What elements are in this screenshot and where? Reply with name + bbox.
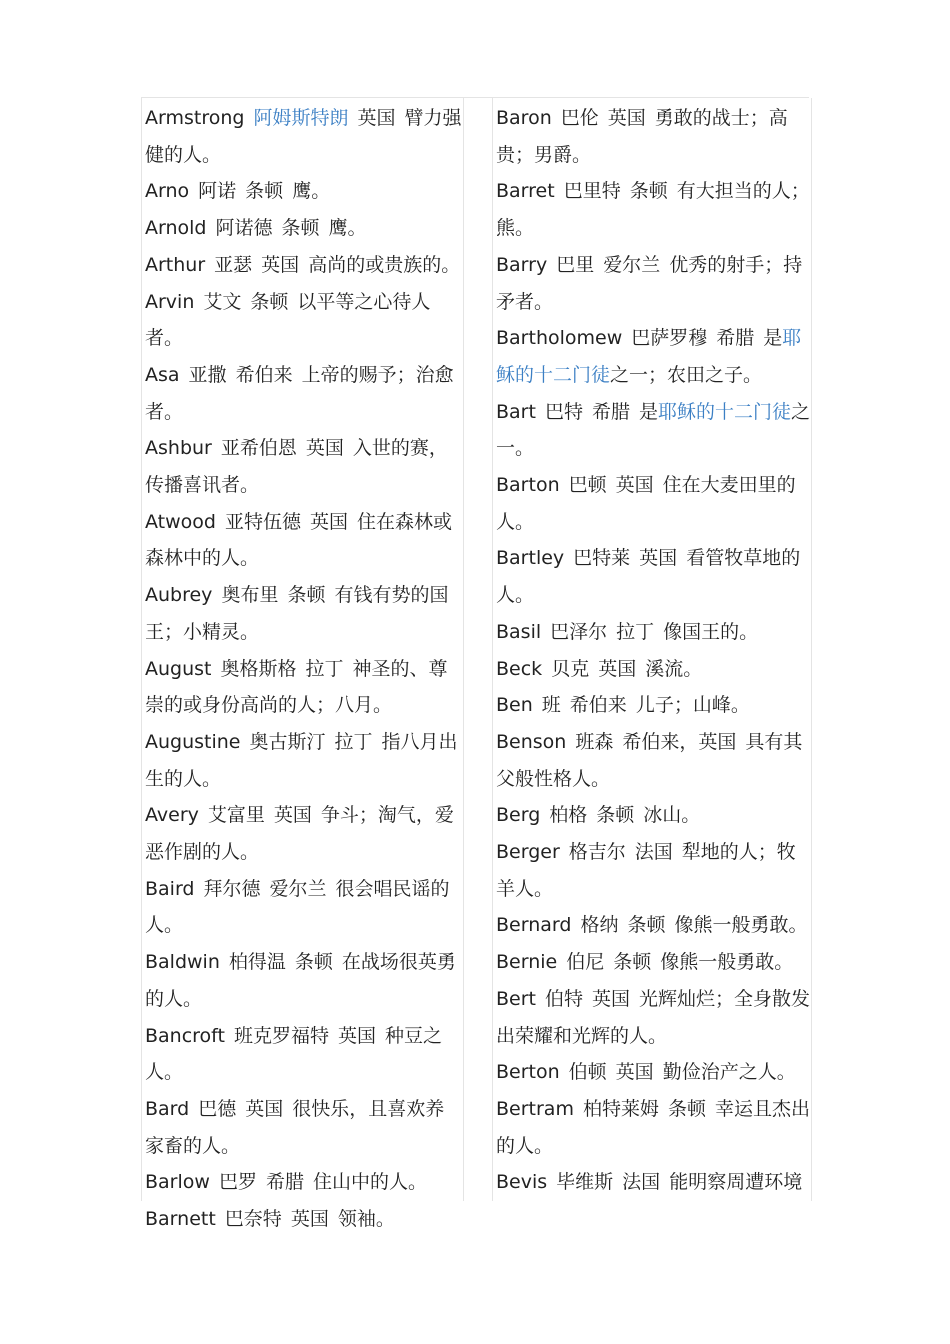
- english-name: Bard: [145, 1097, 190, 1120]
- chinese-name: 伯顿: [568, 1061, 607, 1084]
- name-entry: [145, 1201, 463, 1238]
- origin: 条顿: [250, 290, 289, 313]
- chinese-name: 亚特伍德: [224, 510, 301, 533]
- meaning: 光辉灿烂；全身散发出荣耀和光辉的人。: [496, 987, 811, 1047]
- name-entry: [145, 210, 463, 247]
- name-entry: [496, 1054, 814, 1091]
- left-column: [141, 98, 464, 1231]
- meaning: 优秀的射手；持矛者。: [496, 253, 803, 313]
- name-entry: [145, 284, 463, 357]
- chinese-name: 班: [541, 694, 561, 717]
- english-name: Bert: [496, 987, 536, 1010]
- chinese-name: 奥格斯格: [220, 657, 297, 680]
- meaning: 入世的赛，传播喜讯者。: [145, 437, 448, 497]
- meaning: 犁地的人；牧羊人。: [496, 841, 796, 900]
- chinese-name: 贝克: [551, 657, 590, 680]
- name-entry: [145, 357, 463, 430]
- origin: 拉丁: [616, 620, 655, 643]
- origin: 条顿: [596, 804, 635, 827]
- meaning: 溪流。: [645, 657, 703, 680]
- chinese-name: 柏得温: [228, 951, 286, 974]
- meaning: 在战场很英勇的人。: [145, 951, 456, 1010]
- meaning-link[interactable]: 耶稣的十二门徒: [496, 327, 802, 386]
- english-name: Barret: [496, 180, 555, 203]
- english-name: Beck: [496, 657, 543, 680]
- meaning: 像熊一般勇敢。: [674, 914, 808, 937]
- chinese-name: 巴罗: [218, 1171, 257, 1194]
- meaning-suffix: 之一；农田之子。: [610, 363, 763, 386]
- chinese-name: 柏格: [549, 804, 588, 827]
- name-entry: [145, 724, 463, 797]
- chinese-name: 巴伦: [560, 107, 599, 129]
- english-name: Bevis: [496, 1171, 548, 1194]
- origin: 条顿: [613, 951, 652, 974]
- meaning: 勤俭治产之人。: [662, 1061, 796, 1084]
- name-entry: [496, 467, 814, 540]
- name-entry: [145, 944, 463, 1017]
- meaning: 住山中的人。: [312, 1171, 427, 1194]
- origin: 英国: [261, 253, 300, 276]
- english-name: August: [145, 657, 212, 680]
- right-column: [492, 98, 812, 1201]
- origin: 英国: [607, 107, 646, 129]
- chinese-name: 格吉尔: [568, 841, 626, 864]
- chinese-name: 阿诺: [198, 180, 237, 203]
- english-name: Baron: [496, 107, 552, 129]
- name-entry: [496, 394, 814, 467]
- english-name: Baird: [145, 877, 195, 900]
- name-entry: [496, 724, 814, 797]
- origin: 条顿: [627, 914, 666, 937]
- meaning: 有大担当的人；熊。: [496, 180, 810, 240]
- name-entry: [496, 100, 814, 173]
- english-name: Armstrong: [145, 107, 245, 129]
- english-name: Avery: [145, 804, 199, 827]
- chinese-name: 巴顿: [568, 474, 607, 497]
- origin: 条顿: [281, 217, 320, 240]
- english-name: Augustine: [145, 730, 241, 753]
- english-name: Barton: [496, 474, 560, 497]
- english-name: Bernie: [496, 951, 558, 974]
- english-name: Bernard: [496, 914, 572, 937]
- name-entry: [496, 981, 814, 1054]
- english-name: Berg: [496, 804, 541, 827]
- english-name: Asa: [145, 363, 180, 386]
- chinese-name: 巴奈特: [224, 1208, 282, 1231]
- meaning: 上帝的赐予；治愈者。: [145, 363, 454, 423]
- meaning: 具有其父般性格人。: [496, 730, 803, 790]
- chinese-name: 巴萨罗穆: [631, 327, 708, 350]
- chinese-name: 巴德: [198, 1097, 237, 1120]
- name-entry: [496, 173, 814, 246]
- name-table: [141, 97, 811, 1231]
- origin: 英国: [309, 510, 348, 533]
- chinese-name: 艾文: [203, 290, 242, 313]
- meaning: 鹰。: [328, 217, 367, 240]
- english-name: Bartley: [496, 547, 565, 570]
- english-name: Berton: [496, 1061, 560, 1084]
- origin: 拉丁: [305, 657, 344, 680]
- meaning: 住在大麦田里的人。: [496, 474, 796, 533]
- meaning: 冰山。: [643, 804, 701, 827]
- name-entry: [145, 577, 463, 650]
- name-entry: [496, 1164, 814, 1201]
- english-name: Bartholomew: [496, 327, 623, 350]
- origin: 希伯来，英国: [622, 730, 737, 753]
- name-entry: [496, 247, 814, 320]
- origin: 英国: [338, 1024, 377, 1047]
- chinese-name: 巴里特: [563, 180, 621, 203]
- chinese-name: 拜尔德: [203, 877, 261, 900]
- meaning: 能明察周遭环境: [669, 1171, 803, 1194]
- english-name: Benson: [496, 730, 567, 753]
- name-entry: [496, 687, 814, 724]
- origin: 英国: [615, 474, 654, 497]
- english-name: Barlow: [145, 1171, 210, 1194]
- chinese-name: 亚撒: [188, 363, 227, 386]
- meaning: 高尚的或贵族的。: [308, 253, 461, 276]
- chinese-name: 亚希伯恩: [220, 437, 297, 460]
- meaning-prefix: 是: [638, 400, 658, 423]
- english-name: Arnold: [145, 217, 207, 240]
- name-entry: [145, 247, 463, 284]
- english-name: Basil: [496, 620, 542, 643]
- chinese-name: 班森: [575, 730, 614, 753]
- chinese-name: 巴特莱: [573, 547, 631, 570]
- english-name: Ashbur: [145, 437, 212, 460]
- english-name: Atwood: [145, 510, 216, 533]
- chinese-name: 艾富里: [207, 804, 265, 827]
- origin: 条顿: [245, 180, 284, 203]
- origin: 希腊: [265, 1171, 304, 1194]
- meaning: 幸运且杰出的人。: [496, 1097, 810, 1157]
- origin: 英国: [357, 107, 396, 129]
- meaning: 有钱有势的国王；小精灵。: [145, 584, 449, 643]
- meaning: 鹰。: [292, 180, 331, 203]
- name-entry: [496, 320, 814, 393]
- english-name: Barnett: [145, 1208, 216, 1231]
- meaning: 争斗；淘气，爱恶作剧的人。: [145, 804, 454, 864]
- origin: 英国: [592, 987, 631, 1010]
- name-entry: [496, 540, 814, 613]
- english-name: Arno: [145, 180, 190, 203]
- name-entry: [145, 173, 463, 210]
- origin: 条顿: [667, 1097, 706, 1120]
- origin: 希伯来: [569, 694, 627, 717]
- origin: 希伯来: [235, 363, 293, 386]
- meaning: 指八月出生的人。: [145, 730, 458, 790]
- meaning: 很会唱民谣的人。: [145, 877, 450, 937]
- english-name: Barry: [496, 253, 548, 276]
- name-entry: [145, 871, 463, 944]
- chinese-name: 奥古斯汀: [249, 730, 326, 753]
- origin: 英国: [615, 1061, 654, 1084]
- chinese-name: 阿诺德: [215, 217, 273, 240]
- origin: 条顿: [629, 180, 668, 203]
- english-name: Arvin: [145, 290, 195, 313]
- chinese-name: 巴特: [544, 400, 583, 423]
- meaning-suffix: 之一。: [496, 400, 811, 460]
- name-entry: [145, 100, 463, 173]
- origin: 英国: [273, 804, 312, 827]
- meaning: 以平等之心待人者。: [145, 290, 431, 350]
- origin: 希腊: [591, 400, 630, 423]
- name-entry: [496, 907, 814, 944]
- chinese-name: 伯特: [545, 987, 584, 1010]
- origin: 法国: [634, 841, 673, 864]
- name-entry: [496, 944, 814, 981]
- meaning-link[interactable]: 耶稣的十二门徒: [658, 400, 792, 423]
- meaning-prefix: 是: [763, 327, 783, 350]
- chinese-name: 伯尼: [566, 951, 605, 974]
- origin: 英国: [305, 437, 344, 460]
- name-entry: [145, 797, 463, 870]
- name-entry: [145, 1164, 463, 1201]
- english-name: Aubrey: [145, 584, 213, 607]
- origin: 条顿: [294, 951, 333, 974]
- english-name: Arthur: [145, 253, 206, 276]
- meaning: 神圣的、尊崇的或身份高尚的人；八月。: [145, 657, 448, 717]
- meaning: 像熊一般勇敢。: [660, 951, 794, 974]
- name-entry: [145, 430, 463, 503]
- chinese-name: 巴里: [556, 253, 595, 276]
- name-entry: [496, 1091, 814, 1164]
- name-entry: [145, 504, 463, 577]
- meaning: 儿子；山峰。: [635, 694, 750, 717]
- meaning: 看管牧草地的人。: [496, 547, 801, 607]
- chinese-name: 亚瑟: [214, 253, 253, 276]
- english-name: Ben: [496, 694, 533, 717]
- name-entry: [496, 797, 814, 834]
- origin: 英国: [245, 1097, 284, 1120]
- name-entry: [496, 651, 814, 688]
- meaning: 住在森林或森林中的人。: [145, 510, 453, 570]
- origin: 拉丁: [334, 730, 373, 753]
- name-entry: [145, 1018, 463, 1091]
- chinese-name: 奥布里: [221, 584, 279, 607]
- english-name: Bancroft: [145, 1024, 225, 1047]
- meaning: 很快乐，且喜欢养家畜的人。: [145, 1097, 445, 1157]
- english-name: Berger: [496, 841, 560, 864]
- chinese-name: 班克罗福特: [234, 1024, 330, 1047]
- name-entry: [145, 651, 463, 724]
- name-entry: [496, 614, 814, 651]
- name-entry: [145, 1091, 463, 1164]
- name-entry: [496, 834, 814, 907]
- meaning: 种豆之人。: [145, 1024, 443, 1084]
- english-name: Bertram: [496, 1097, 574, 1120]
- origin: 爱尔兰: [269, 877, 327, 900]
- origin: 英国: [598, 657, 637, 680]
- chinese-name: 柏特莱姆: [582, 1097, 659, 1120]
- chinese-name: 巴泽尔: [550, 620, 608, 643]
- origin: 条顿: [287, 584, 326, 607]
- meaning: 勇敢的战士；高贵；男爵。: [496, 107, 788, 166]
- chinese-name[interactable]: 阿姆斯特朗: [253, 107, 349, 129]
- origin: 法国: [622, 1171, 661, 1194]
- chinese-name: 格纳: [580, 914, 619, 937]
- meaning: 像国王的。: [663, 620, 759, 643]
- origin: 英国: [290, 1208, 329, 1231]
- english-name: Baldwin: [145, 951, 220, 974]
- origin: 希腊: [716, 327, 755, 350]
- meaning: 领袖。: [337, 1208, 395, 1231]
- meaning: 臂力强健的人。: [145, 107, 462, 166]
- english-name: Bart: [496, 400, 536, 423]
- origin: 爱尔兰: [603, 253, 661, 276]
- chinese-name: 毕维斯: [556, 1171, 614, 1194]
- origin: 英国: [639, 547, 678, 570]
